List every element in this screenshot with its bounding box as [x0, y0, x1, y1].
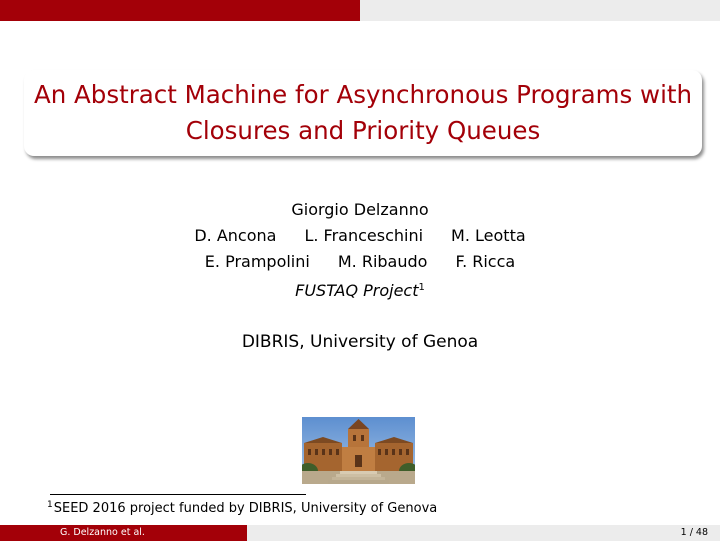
footer-bar	[0, 525, 720, 541]
author: E. Prampolini	[204, 252, 310, 271]
author-row-1	[0, 223, 720, 249]
progress-fill	[0, 0, 360, 21]
footnote-marker: 1	[418, 282, 425, 293]
author: D. Ancona	[194, 226, 277, 245]
footer-page-section	[247, 525, 720, 541]
project-label: FUSTAQ Project	[295, 281, 419, 300]
author: M. Ribaudo	[337, 252, 428, 271]
slide-title: An Abstract Machine for Asynchronous Programs with Closures and Priority Queues	[33, 80, 693, 145]
footer-author: G. Delzanno et al.	[60, 527, 145, 538]
page-number: 1 / 48	[680, 527, 708, 538]
footnote	[47, 500, 437, 516]
title-box	[24, 70, 702, 156]
footnote-number: 1	[47, 500, 53, 510]
footnote-text: SEED 2016 project funded by DIBRIS, University of Genova	[53, 501, 438, 516]
lead-author: Giorgio Delzanno	[291, 200, 429, 219]
affiliation: DIBRIS, University of Genoa	[241, 332, 479, 352]
university-building-photo	[302, 417, 415, 484]
footer-author-section	[0, 525, 247, 541]
project-name	[0, 275, 720, 301]
author: M. Leotta	[451, 226, 526, 245]
footnote-rule	[50, 494, 306, 495]
author: L. Franceschini	[304, 226, 424, 245]
top-progress-bar	[0, 0, 720, 21]
author-block	[0, 197, 720, 301]
author-row-2	[0, 249, 720, 275]
author: F. Ricca	[455, 252, 516, 271]
progress-remaining	[360, 0, 720, 21]
